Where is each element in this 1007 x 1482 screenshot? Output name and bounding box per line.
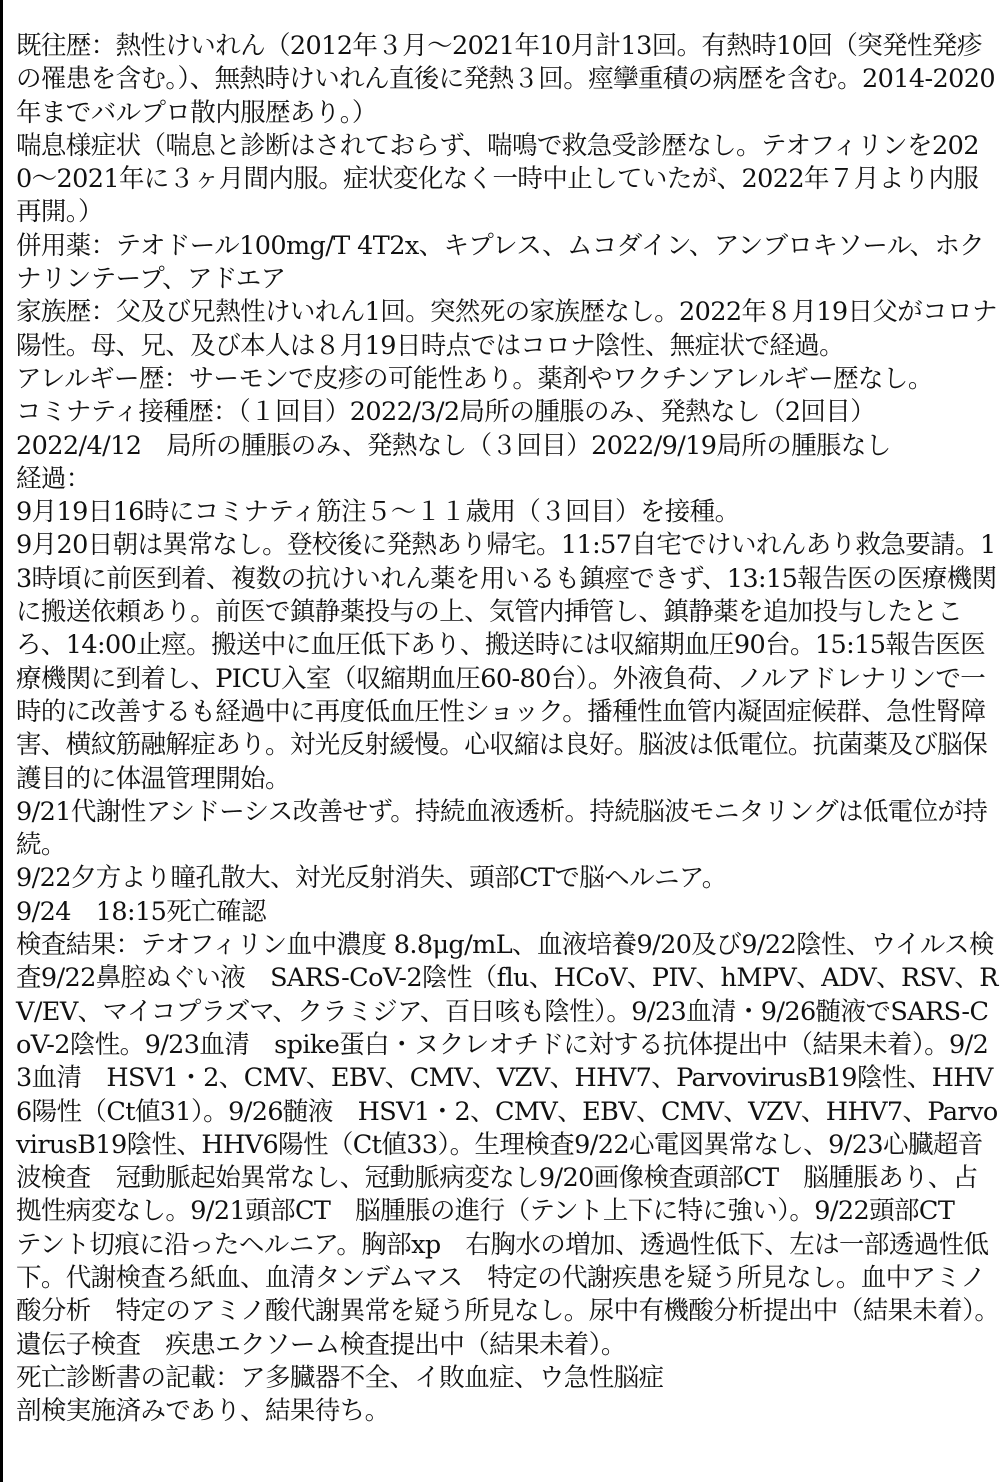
course-0921: 9/21代謝性アシドーシス改善せず。持続血液透析。持続脳波モニタリングは低電位が持続。 xyxy=(16,796,988,861)
family-history: 家族歴：父及び兄熱性けいれん1回。突然死の家族歴なし。2022年８月19日父がコロナ陽性。母、兄、及び本人は８月19日時点ではコロナ陰性、無症状で経過。 xyxy=(16,297,997,361)
course-0924: 9/24 18:15死亡確認 xyxy=(16,896,266,927)
course-0922: 9/22夕方より瞳孔散大、対光反射消失、頭部CTで脳ヘルニア。 xyxy=(16,863,727,894)
asthma-symptoms: 喘息様症状（喘息と診断はされておらず、喘鳴で救急受診歴なし。テオフィリンを2020〜2021年に３ヶ月間内服。症状変化なく一時中止していたが、2022年７月より内服再開。） xyxy=(16,130,979,228)
autopsy-status: 剖検実施済みであり、結果待ち。 xyxy=(16,1396,390,1427)
course-heading: 経過： xyxy=(16,463,91,494)
death-certificate: 死亡診断書の記載：ア多臓器不全、イ敗血症、ウ急性脳症 xyxy=(16,1362,664,1393)
vaccination-history: コミナティ接種歴：（１回目）2022/3/2局所の腫脹のみ、発熱なし（2回目） xyxy=(16,397,876,428)
allergy-history: アレルギー歴：サーモンで皮疹の可能性あり。薬剤やワクチンアレルギー歴なし。 xyxy=(16,363,933,394)
vaccination-history-cont: 2022/4/12 局所の腫脹のみ、発熱なし（３回目）2022/9/19局所の腫脹なし xyxy=(16,430,891,461)
document-body xyxy=(16,30,1001,1428)
course-0920: 9月20日朝は異常なし。登校後に発熱あり帰宅。11:57自宅でけいれんあり救急要請。13時頃に前医到着、複数の抗けいれん薬を用いるも鎮痙できず、13:15報告医の医療機関に搬送依頼あり。前医で鎮静薬投与の上、気管内挿管し、鎮静薬を追加投与したところ、14:00止痙。搬送中に血圧低下あり、搬送時には収縮期血圧90台。15:15報告医医療機関に到着し、PICU入室（収縮期血圧60-80台）。外液負荷、ノルアドレナリンで一時的に改善するも経過中に再度低血圧性ショック。播種性血管内凝固症候群、急性腎障害、横紋筋融解症あり。対光反射緩慢。心収縮は良好。脳波は低電位。抗菌薬及び脳保護目的に体温管理開始。 xyxy=(16,530,997,794)
test-results: 検査結果：テオフィリン血中濃度 8.8μg/mL、血液培養9/20及び9/22陰性、ウイルス検査9/22鼻腔ぬぐい液 SARS-CoV-2陰性（flu、HCoV、PIV、hMPV、ADV、RSV、RV/EV、マイコプラズマ、クラミジア、百日咳も陰性）。9/23血清・9/26髄液でSARS-CoV-2陰性。9/23血清 spike蛋白・ヌクレオチドに対する抗体提出中（結果未着）。9/23血清 HSV1・2、CMV、EBV、CMV、VZV、HHV7、ParvovirusB19陰性、HHV6陽性（Ct値31）。9/26髄液 HSV1・2、CMV、EBV、CMV、VZV、HHV7、ParvovirusB19陰性、HHV6陽性（Ct値33）。生理検査9/22心電図異常なし、9/23心臓超音波検査 冠動脈起始異常なし、冠動脈病変なし9/20画像検査頭部CT 脳腫脹あり、占拠性病変なし。9/21頭部CT 脳腫脹の進行（テント上下に特に強い）。9/22頭部CT テント切痕に沿ったヘルニア。胸部xp 右胸水の増加、透過性低下、左は一部透過性低下。代謝検査ろ紙血、血清タンデムマス 特定の代謝疾患を疑う所見なし。血中アミノ酸分析 特定のアミノ酸代謝異常を疑う所見なし。尿中有機酸分析提出中（結果未着）。 xyxy=(16,930,1000,1327)
past-history: 既往歴：熱性けいれん（2012年３月〜2021年10月計13回。有熱時10回（突発性発疹の罹患を含む。）、無熱時けいれん直後に発熱３回。痙攣重積の病歴を含む。2014-2020年までバルプロ散内服歴あり。） xyxy=(16,31,996,128)
genetic-tests: 遺伝子検査 疾患エクソーム検査提出中（結果未着）。 xyxy=(16,1329,626,1360)
concomitant-drugs: 併用薬：テオドール100mg/T 4T2x、キプレス、ムコダイン、アンブロキソール、ホクナリンテープ、アドエア xyxy=(16,230,985,295)
course-0919: 9月19日16時にコミナティ筋注５〜１１歳用（３回目）を接種。 xyxy=(16,497,740,528)
